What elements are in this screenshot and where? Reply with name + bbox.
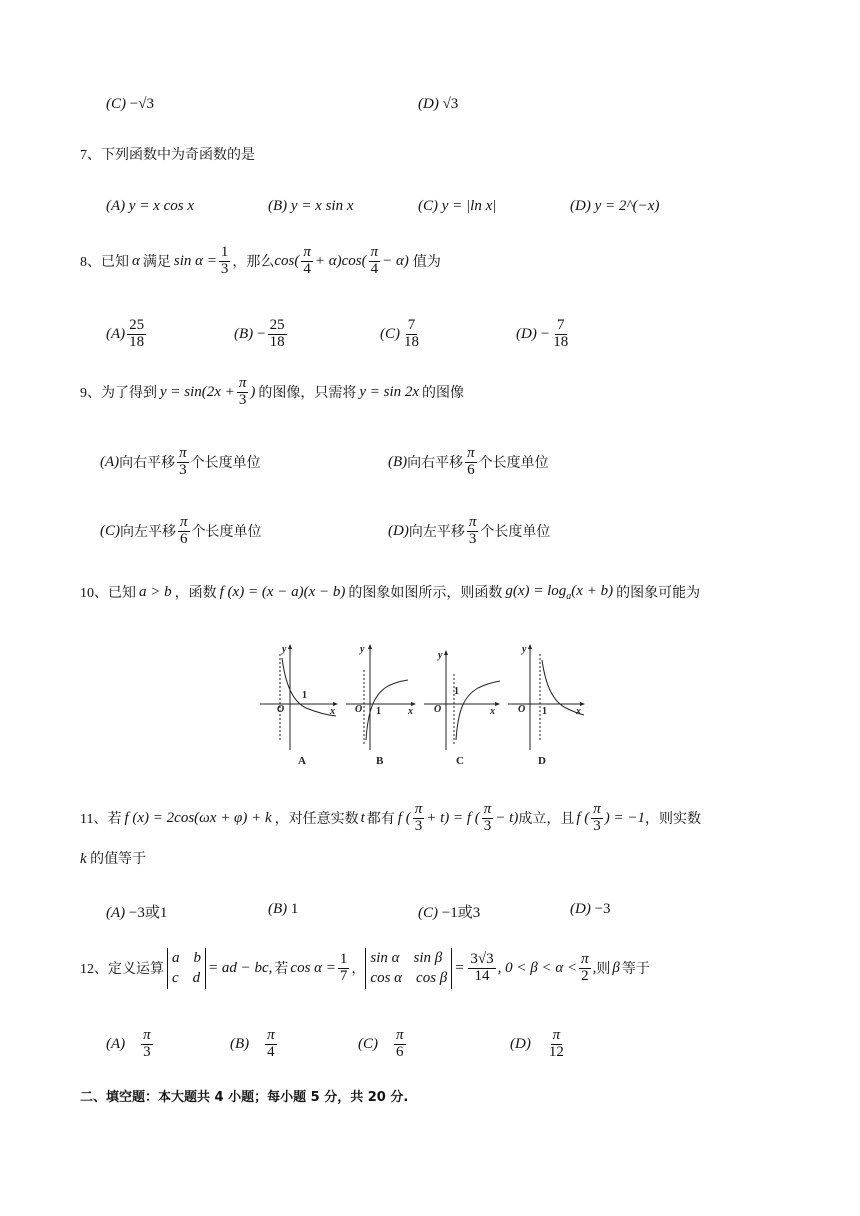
graph-d-origin: O xyxy=(518,704,526,715)
graph-a-x-label: x xyxy=(330,706,335,717)
q12-option-d: (D) $\frac{\pi}{12}$ xyxy=(510,1027,564,1060)
q6-option-c-value: −√3 xyxy=(129,96,154,112)
q6-option-c: (C) −√3 xyxy=(106,96,154,112)
graph-c-y-label: y xyxy=(438,650,443,661)
q8-stem: 8、 已知 α 满足 sin α = $\frac{1}{3}$ ，那么 cos( $\frac{\pi}{4}$ + α)cos( $\frac{\pi}{4}$ − α) 值为 xyxy=(80,244,441,277)
q7-stem: 7、下列函数中为奇函数的是 xyxy=(80,148,255,163)
q7-option-d: (D) y = 2^(−x) xyxy=(570,198,660,214)
q12-option-c: (C) $\frac{\pi}{6}$ xyxy=(358,1027,404,1060)
q9-option-b: (B) 向右平移 $\frac{\pi}{6}$ 个长度单位 xyxy=(388,445,549,478)
q8-option-b: (B) − $\frac{25}{18}$ xyxy=(234,317,285,350)
q12-option-a: (A) $\frac{\pi}{3}$ xyxy=(106,1027,151,1060)
graph-c-tick: 1 xyxy=(454,686,459,697)
graph-b xyxy=(346,646,414,750)
graph-b-caption: B xyxy=(376,755,384,767)
q8-option-a: (A) $\frac{25}{18}$ xyxy=(106,317,145,350)
q9-option-a: (A) 向右平移 $\frac{\pi}{3}$ 个长度单位 xyxy=(100,445,261,478)
graph-c xyxy=(424,652,500,750)
graph-a-origin: O xyxy=(277,704,285,715)
graph-d xyxy=(508,646,584,750)
graph-d-tick: 1 xyxy=(542,706,547,717)
q12-stem: 12、 定义运算 a b c d = ad − bc, 若 cos α = $\frac{1}{7}$ ， sin α sin β cos α cos β = $\frac{3√3}{14}$ , 0 < β < α < $\frac{\pi}{2}$ , 则 β 等于 xyxy=(80,948,650,989)
q12-option-b: (B) $\frac{\pi}{4}$ xyxy=(230,1027,275,1060)
q11-stem-line2: k 的值等于 xyxy=(80,851,147,867)
q11-stem-line1: 11、 若 f (x) = 2cos(ωx + φ) + k ，对任意实数 t 都有 f ( $\frac{\pi}{3}$ + t) = f ( $\frac{\pi}{3}$ − t) 成立，且 f ( $\frac{\pi}{3}$ ) = −1 ，则实数 xyxy=(80,801,702,834)
q11-option-a: (A) −3或1 xyxy=(106,905,168,921)
graph-b-origin: O xyxy=(355,704,363,715)
q6-option-d: (D) √3 xyxy=(418,96,459,112)
graph-d-y-label: y xyxy=(522,644,527,655)
q9-option-d: (D) 向左平移 $\frac{\pi}{3}$ 个长度单位 xyxy=(388,514,551,547)
graph-d-x-label: x xyxy=(576,706,581,717)
graph-a-caption: A xyxy=(298,755,306,767)
graph-d-caption: D xyxy=(538,755,546,767)
q8-option-d: (D) − $\frac{7}{18}$ xyxy=(516,317,569,350)
q7-option-c: (C) y = |ln x| xyxy=(418,198,497,214)
q11-option-c: (C) −1或3 xyxy=(418,905,481,921)
q10-graph-options xyxy=(258,640,593,770)
graph-c-x-label: x xyxy=(490,706,495,717)
graph-a-y-label: y xyxy=(282,644,287,655)
graph-b-tick: 1 xyxy=(376,706,381,717)
graph-a xyxy=(260,646,336,750)
q11-option-b: (B) 1 xyxy=(268,901,299,917)
section-2-title: 二、填空题：本大题共 4 小题；每小题 5 分，共 20 分. xyxy=(80,1090,409,1105)
graph-a-tick: 1 xyxy=(302,690,307,701)
graph-b-x-label: x xyxy=(408,706,413,717)
q11-option-d: (D) −3 xyxy=(570,901,611,917)
q9-stem: 9、 为了得到 y = sin(2x + $\frac{\pi}{3}$ ) 的图像，只需将 y = sin 2x 的图像 xyxy=(80,375,465,408)
q9-option-c: (C) 向左平移 $\frac{\pi}{6}$ 个长度单位 xyxy=(100,514,262,547)
q7-option-a: (A) y = x cos x xyxy=(106,198,194,214)
q6-option-d-value: √3 xyxy=(442,96,459,112)
q7-option-b: (B) y = x sin x xyxy=(268,198,354,214)
graph-c-origin: O xyxy=(434,704,442,715)
q8-option-c: (C) $\frac{7}{18}$ xyxy=(380,317,419,350)
graph-c-caption: C xyxy=(456,755,464,767)
graph-b-y-label: y xyxy=(360,644,365,655)
q10-stem: 10、 已知 a > b ，函数 f (x) = (x − a)(x − b) 的图象如图所示，则函数 $g(x) = \log_a(x + b)$ 的图象可能为 xyxy=(80,582,701,602)
